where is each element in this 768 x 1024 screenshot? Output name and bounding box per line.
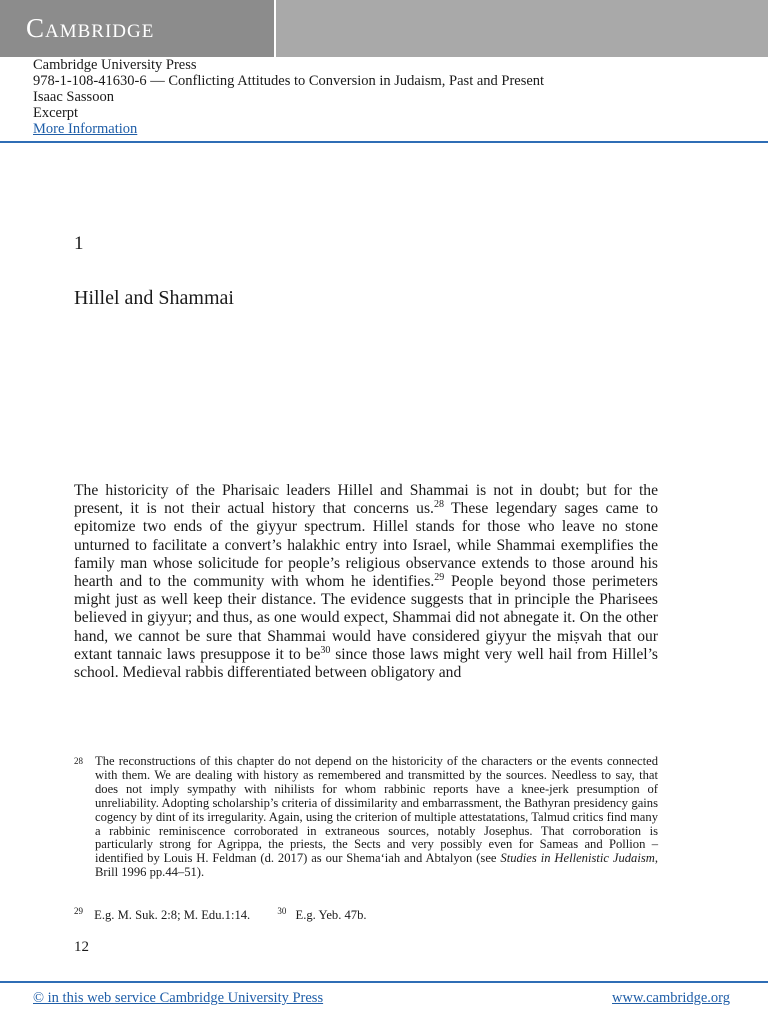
footnote-ref-30[interactable]: 30 bbox=[320, 644, 331, 656]
more-information-link[interactable]: More Information bbox=[33, 121, 138, 137]
cambridge-site-link[interactable]: www.cambridge.org bbox=[612, 990, 730, 1006]
chapter-number: 1 bbox=[74, 233, 84, 254]
publisher-name: Cambridge University Press bbox=[33, 57, 197, 73]
banner-divider bbox=[274, 0, 276, 57]
footnote-30-text: E.g. Yeb. 47b. bbox=[295, 908, 367, 922]
book-title: Studies in Hellenistic Judaism bbox=[500, 851, 655, 866]
footnote-mark: 30 bbox=[277, 905, 287, 916]
author-name: Isaac Sassoon bbox=[33, 89, 114, 105]
footnote-ref-28[interactable]: 28 bbox=[433, 499, 444, 511]
footnote-text: The reconstructions of this chapter do not depend on the historicity of the characters or the events connected with them. We are dealing with history as remembered and transmitted by the sources. Needless to say, that does not imply sympathy with nihilists for whom rabbinic reports have a knee-jerk presumption of unreliability. Adopting scholarship’s criteria of dissimilarity and embarrassment, the Bathyran presidency gains cogency by dint of its irregularity. Again, using the criterion of multiple attestatations, Talmud critics find many a rabbinic reminiscence corroborated in extraneous sources, notably Josephus. That corroboration is particularly strong for Agrippa, the priests, the Sects and very possibly even for Sameas and Pollion – identified by Louis H. Feldman (d. 2017) as our Shema‘iah and Abtalyon (see Studies in Hellenistic Judaism, Brill 1996 pp.44–51). bbox=[95, 754, 659, 880]
header-banner bbox=[0, 0, 768, 57]
footnote-29-text: E.g. M. Suk. 2:8; M. Edu.1:14. bbox=[94, 908, 251, 922]
chapter-title: Hillel and Shammai bbox=[74, 287, 234, 309]
bottom-rule bbox=[0, 981, 768, 983]
footnote-ref-29[interactable]: 29 bbox=[434, 571, 445, 583]
footnotes-29-30 bbox=[74, 905, 367, 923]
excerpt-label: Excerpt bbox=[33, 105, 79, 121]
page-number: 12 bbox=[74, 939, 89, 955]
footnote-mark: 29 bbox=[74, 905, 83, 916]
book-metadata bbox=[33, 57, 544, 137]
body-paragraph: The historicity of the Pharisaic leaders Hillel and Shammai is not in doubt; but for the present, it is not their actual history that concerns us.$^{28}$ These legendary sages came to epitomize two ends of the giyyur spectrum. Hillel stands for those who leave no stone unturned to facilitate a convert’s halakhic entry into Israel, while Shammai exemplifies the family man whose solicitude for people’s religious observance extends to those around his hearth and to the community with whom he identifies.$^{29}$ People beyond those perimeters might just as well keep their distance. The evidence suggests that in principle the Pharisees believed in giyyur; and thus, as one would expect, Shammai did not abnegate it. On the other hand, we cannot be sure that Shammai would have considered giyyur the miṣvah that our extant tannaic laws presuppose it to $be^{30}$ since those laws might very well hail from Hillel’s school. Medieval rabbis differentiated between obligatory and bbox=[74, 482, 659, 682]
isbn-title: 978-1-108-41630-6 — Conflicting Attitudes to Conversion in Judaism, Past and Present bbox=[33, 73, 545, 89]
cambridge-logo: Cambridge bbox=[0, 0, 274, 57]
copyright-link[interactable]: © in this web service Cambridge University Press bbox=[33, 990, 324, 1006]
top-rule bbox=[0, 141, 768, 143]
footnote-28 bbox=[74, 755, 658, 880]
footnote-mark: 28 bbox=[74, 756, 83, 766]
